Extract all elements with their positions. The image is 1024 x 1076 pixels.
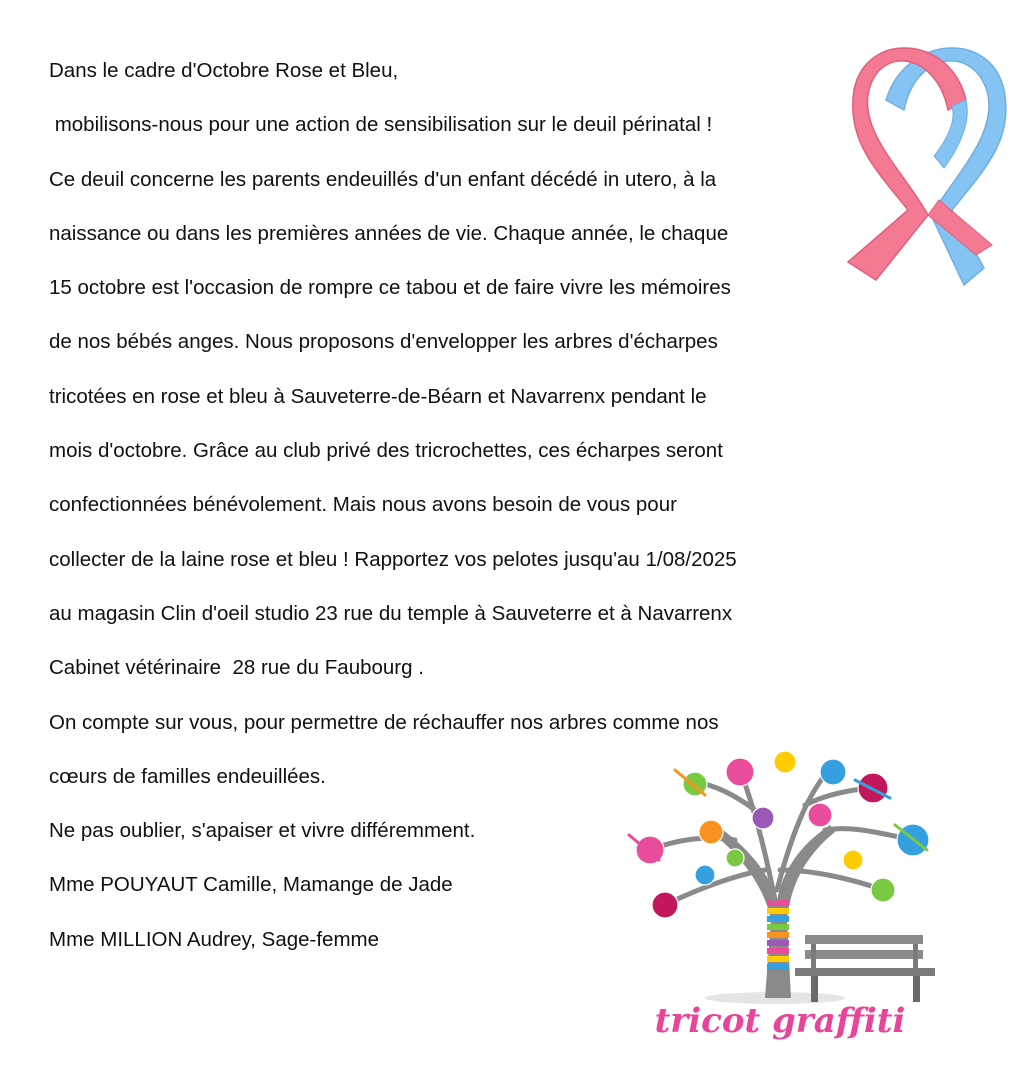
text-line: mois d'octobre. Grâce au club privé des tricrochettes, ces écharpes seront	[49, 439, 723, 463]
text-line: cœurs de familles endeuillées.	[49, 764, 326, 788]
awareness-ribbon-icon	[836, 40, 1024, 290]
text-line: Ce deuil concerne les parents endeuillés d'un enfant décédé in utero, à la	[49, 167, 717, 191]
text-line: collecter de la laine rose et bleu ! Rapportez vos pelotes jusqu'au 1/08/2025	[49, 547, 737, 571]
text-line: mobilisons-nous pour une action de sensibilisation sur le deuil périnatal !	[49, 113, 713, 137]
text-line: Ne pas oublier, s'apaiser et vivre différemment.	[49, 819, 476, 843]
text-line: tricotées en rose et bleu à Sauveterre-de-Béarn et Navarrenx pendant le	[49, 384, 707, 408]
signature-line: Mme MILLION Audrey, Sage-femme	[49, 927, 380, 951]
text-line: 15 octobre est l'occasion de rompre ce tabou et de faire vivre les mémoires	[49, 276, 731, 300]
text-line: au magasin Clin d'oeil studio 23 rue du temple à Sauveterre et à Navarrenx	[49, 601, 733, 625]
tricot-graffiti-logo: tricot graffiti	[654, 1001, 906, 1040]
text-line: confectionnées bénévolement. Mais nous avons besoin de vous pour	[49, 493, 677, 517]
text-line: naissance ou dans les premières années de vie. Chaque année, le chaque	[49, 221, 729, 245]
bench-icon	[795, 935, 935, 1002]
signature-line: Mme POUYAUT Camille, Mamange de Jade	[49, 873, 453, 897]
text-line: Cabinet vétérinaire 28 rue du Faubourg .	[49, 656, 424, 680]
tricot-graffiti-tree-illustration	[615, 740, 945, 1040]
text-line: On compte sur vous, pour permettre de réchauffer nos arbres comme nos	[49, 710, 719, 734]
text-line: Dans le cadre d'Octobre Rose et Bleu,	[49, 59, 399, 82]
text-line: de nos bébés anges. Nous proposons d'envelopper les arbres d'écharpes	[49, 330, 718, 354]
